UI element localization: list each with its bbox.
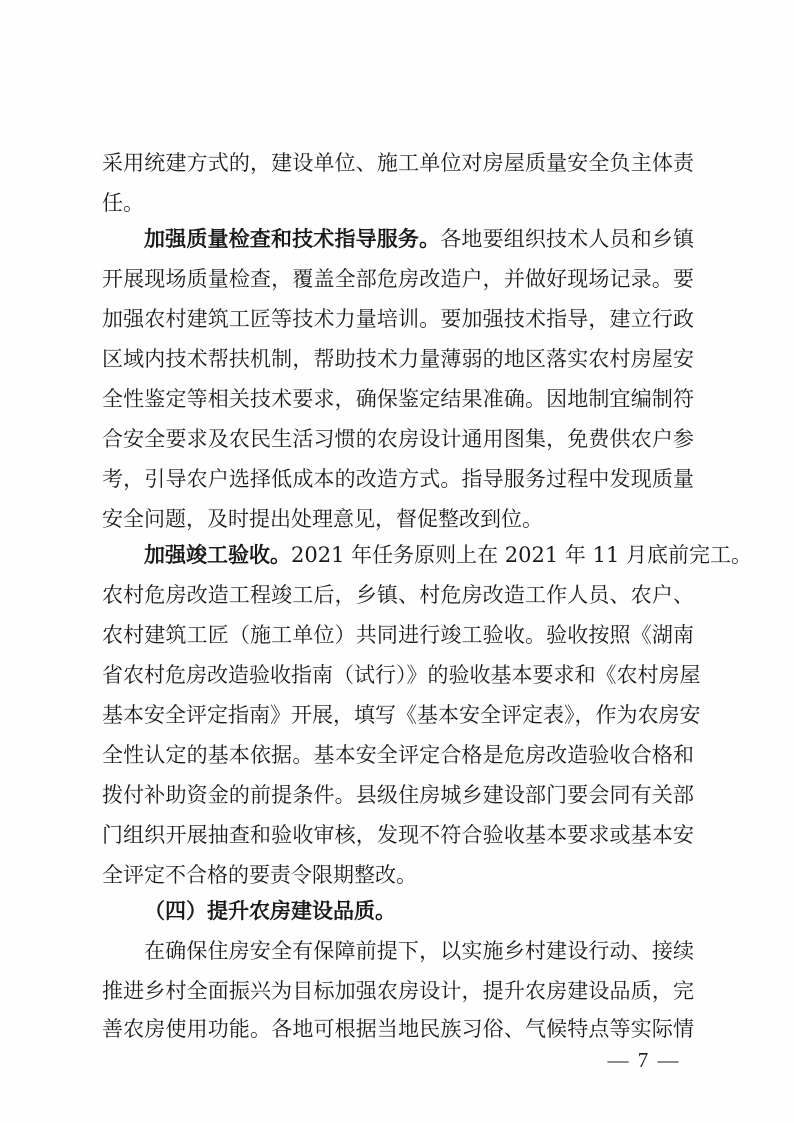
paragraph-line-17: 拨付补助资金的前提条件。县级住房城乡建设部门要会同有关部 — [102, 783, 694, 807]
paragraph-line-11: 加强竣工验收。2021 年任务原则上在 2021 年 11 月底前完工。 — [144, 542, 752, 567]
paragraph-line-9: 考，引导农户选择低成本的改造方式。指导服务过程中发现质量 — [102, 467, 694, 491]
section-heading-quality-inspection: 加强质量检查和技术指导服务。 — [144, 226, 441, 251]
paragraph-line-23: 善农房使用功能。各地可根据当地民族习俗、气候特点等实际情 — [102, 1017, 694, 1041]
section-heading-completion-acceptance: 加强竣工验收。 — [144, 542, 291, 567]
paragraph-line-13: 农村建筑工匠（施工单位）共同进行竣工验收。验收按照《湖南 — [102, 623, 694, 647]
page-number: — 7 — — [607, 1048, 681, 1072]
section-heading-improve-quality: （四）提升农房建设品质。 — [144, 898, 396, 923]
paragraph-line-6: 区域内技术帮扶机制，帮助技术力量薄弱的地区落实农村房屋安 — [102, 347, 694, 371]
paragraph-line-1: 采用统建方式的，建设单位、施工单位对房屋质量安全负主体责 — [102, 151, 694, 175]
paragraph-line-12: 农村危房改造工程竣工后，乡镇、村危房改造工作人员、农户、 — [102, 583, 694, 607]
paragraph-line-19: 全评定不合格的要责令限期整改。 — [102, 863, 417, 887]
paragraph-line-14: 省农村危房改造验收指南（试行）》的验收基本要求和《农村房屋 — [102, 663, 701, 687]
paragraph-line-21: 在确保住房安全有保障前提下，以实施乡村建设行动、接续 — [144, 939, 694, 963]
paragraph-line-8: 合安全要求及农民生活习惯的农房设计通用图集，免费供农户参 — [102, 427, 694, 451]
paragraph-line-2: 任。 — [102, 191, 144, 215]
paragraph-line-18: 门组织开展抽查和验收审核，发现不符合验收基本要求或基本安 — [102, 823, 694, 847]
paragraph-line-7: 全性鉴定等相关技术要求，确保鉴定结果准确。因地制宜编制符 — [102, 387, 694, 411]
paragraph-line-16: 全性认定的基本依据。基本安全评定合格是危房改造验收合格和 — [102, 743, 694, 767]
paragraph-line-22: 推进乡村全面振兴为目标加强农房设计，提升农房建设品质，完 — [102, 979, 694, 1003]
paragraph-line-3: 加强质量检查和技术指导服务。各地要组织技术人员和乡镇 — [144, 226, 695, 251]
paragraph-line-4: 开展现场质量检查，覆盖全部危房改造户，并做好现场记录。要 — [102, 267, 694, 291]
section-heading-line — [102, 891, 694, 931]
paragraph-line-5: 加强农村建筑工匠等技术力量培训。要加强技术指导，建立行政 — [102, 307, 694, 331]
paragraph-line-10: 安全问题，及时提出处理意见，督促整改到位。 — [102, 507, 543, 531]
paragraph-line-15: 基本安全评定指南》开展，填写《基本安全评定表》，作为农房安 — [102, 703, 701, 727]
